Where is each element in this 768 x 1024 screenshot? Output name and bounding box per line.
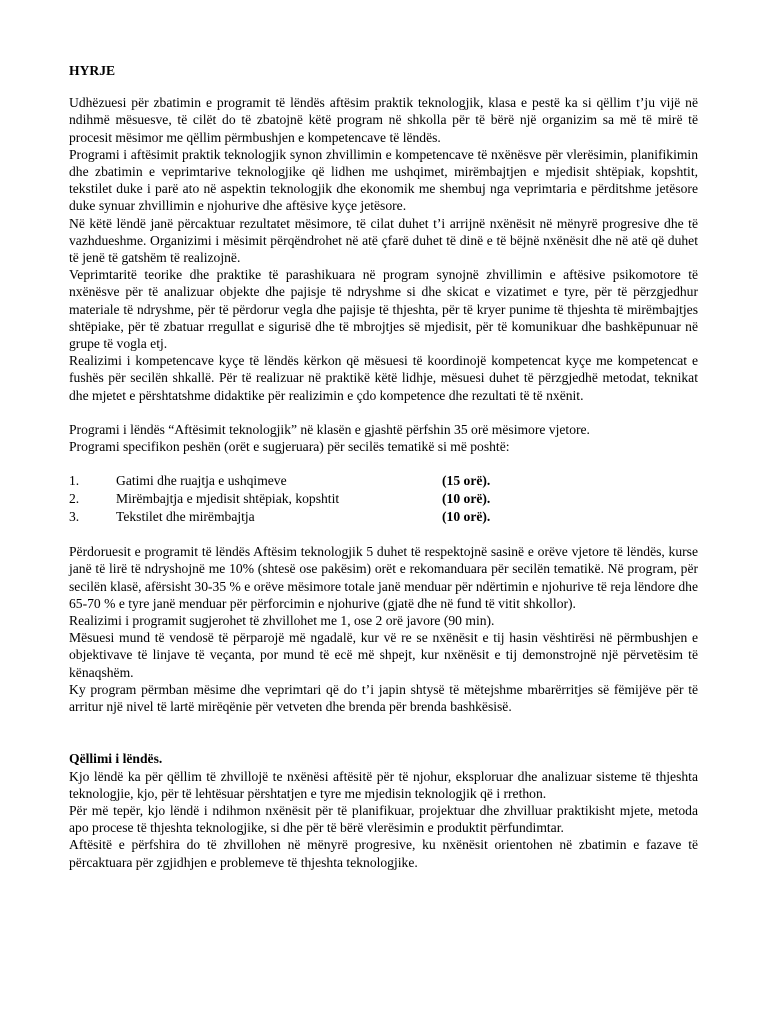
- topic-name: Mirëmbajtja e mjedisit shtëpiak, kopshtit: [116, 491, 340, 507]
- topic-name: Tekstilet dhe mirëmbajtja: [116, 509, 255, 525]
- body-paragraph: Përdoruesit e programit të lëndës Aftësim teknologjik 5 duhet të respektojnë sasinë e orëve vjetore të lëndës, kurse janë të lirë të ndryshojnë me 10% (shtesë ose pakësim) orët e rekomanduara për secilën tematikë. Në program, për secilën klasë, afërsisht 30-35 % e orëve mësimore totale janë menduar për ndërtimin e njohurive të reja lëndore dhe 65-70 % e tyre janë menduar për përforcimin e njohurive (gjatë dhe në fund të vitit shkollor).: [69, 544, 698, 611]
- topic-row: [69, 472, 698, 490]
- body-paragraph: Ky program përmban mësime dhe veprimtari që do t’i japin shtysë të mëtejshme mbarërritjes së fëmijëve për të arritur një nivel të lartë mirëqënie për vetveten dhe brenda për brenda bashkësisë.: [69, 681, 698, 715]
- spacer: [69, 455, 698, 472]
- topic-row: [69, 508, 698, 526]
- intro-paragraph: Programi i aftësimit praktik teknologjik synon zhvillimin e kompetencave të nxënësve për vlerësimin, planifikimin dhe zbatimin e veprimtarive teknologjike që lidhen me ushqimet, mirëmbajtjen e mjedisit shtëpiak, kopshtit, tekstilet duke i parë ato në aspektin teknologjik dhe ekonomik me shembuj nga veprimtaria e përditshme jetësore duke synuar zhvillimin e njohurive dhe aftësive kyçe jetësore.: [69, 146, 698, 214]
- spacer: [69, 715, 698, 750]
- topic-number: 3.: [69, 509, 80, 525]
- section-heading-hyrje: HYRJE: [69, 63, 116, 78]
- intro-paragraph: Realizimi i kompetencave kyçe të lëndës kërkon që mësuesi të koordinojë kompetencat kyçe me kompetencat e fushës për secilën shkallë. Për të realizuar në praktikë këtë lidhje, mësuesi duhet të përzgjedhë metodat, teknikat dhe mjetet e përshtatshme didaktike për realizimin e çdo kompetence dhe rezultati të të nxënit.: [69, 353, 698, 403]
- topic-hours: (15 orë).: [442, 473, 491, 489]
- program-hours-line: Programi i lëndës “Aftësimit teknologjik” në klasën e gjashtë përfshin 35 orë mësimore vjetore.: [69, 421, 590, 437]
- spacer: [69, 526, 698, 543]
- spacer: [69, 404, 698, 421]
- intro-paragraph: Udhëzuesi për zbatimin e programit të lëndës aftësim praktik teknologjik, klasa e pestë ka si qëllim t’ju vijë në ndihmë mësuesve, të cilët do të zbatojnë këtë program në shkolla për të bërë një organizim sa më të mirë të procesit mësimor me qëllim përmbushjen e kompetencave të lëndës.: [69, 95, 698, 145]
- goal-paragraph: Për më tepër, kjo lëndë i ndihmon nxënësit për të planifikuar, projektuar dhe zhvilluar praktikisht mjete, metoda apo procese të thjeshta teknologjike, si dhe për të bërë vlerësimin e produktit përfundimtar.: [69, 802, 698, 836]
- topic-hours: (10 orë).: [442, 509, 491, 525]
- topics-list: [69, 472, 698, 526]
- topic-number: 1.: [69, 473, 80, 489]
- body-paragraph: Mësuesi mund të vendosë të përparojë më ngadalë, kur vë re se nxënësit e tij hasin vështirësi në përmbushjen e objektivave të linjave të veçanta, por mund të ecë më shpejt, kur nxënësit e tij demonstrojnë një përvetësim të kënaqshëm.: [69, 630, 698, 680]
- section-heading-goal: Qëllimi i lëndës.: [69, 751, 163, 767]
- topic-row: [69, 490, 698, 508]
- spacer: [69, 79, 698, 94]
- topic-number: 2.: [69, 491, 80, 507]
- intro-paragraph: Në këtë lëndë janë përcaktuar rezultatet mësimore, të cilat duhet t’i arrijnë nxënësit në mënyrë progresive dhe të vazhdueshme. Organizimi i mësimit përqëndrohet në atë çfarë duhet të dinë e të bëjnë nxënësit dhe në atë që duhet të jenë të gatshëm të realizojnë.: [69, 215, 698, 266]
- program-weights-line: Programi specifikon peshën (orët e sugjeruara) për secilës tematikë si më poshtë:: [69, 439, 510, 455]
- intro-paragraph: Veprimtaritë teorike dhe praktike të parashikuara në program synojnë zhvillimin e aftësive psikomotore të nxënësve për të analizuar objekte dhe pajisje të ndryshme si dhe skicat e vizatimet e tyre, për të përzgjedhur materiale të ndryshme, për të përdorur vegla dhe pajisje të thjeshta, për të kryer punime të thjeshta të mirëmbajtjes shtëpiake, për të zbatuar rregullat e sigurisë dhe të mbrojtjes së mjedisit, për të komunikuar dhe bashkëpunuar në grupe të vogla etj.: [69, 267, 698, 352]
- topic-name: Gatimi dhe ruajtja e ushqimeve: [116, 473, 287, 489]
- goal-paragraph: Kjo lëndë ka për qëllim të zhvillojë te nxënësi aftësitë për të njohur, eksploruar dhe analizuar sisteme të thjeshta teknologjie, kjo, për të lehtësuar përshtatjen e tyre me mjedisin teknologjik që i rrethon.: [69, 768, 698, 801]
- goal-paragraph: Aftësitë e përfshira do të zhvillohen në mënyrë progresive, ku nxënësit orientohen në zbatimin e fazave të përcaktuara për zgjidhjen e problemeve të thjeshta teknologjike.: [69, 837, 698, 870]
- topic-hours: (10 orë).: [442, 491, 491, 507]
- body-paragraph: Realizimi i programit sugjerohet të zhvillohet me 1, ose 2 orë javore (90 min).: [69, 613, 495, 629]
